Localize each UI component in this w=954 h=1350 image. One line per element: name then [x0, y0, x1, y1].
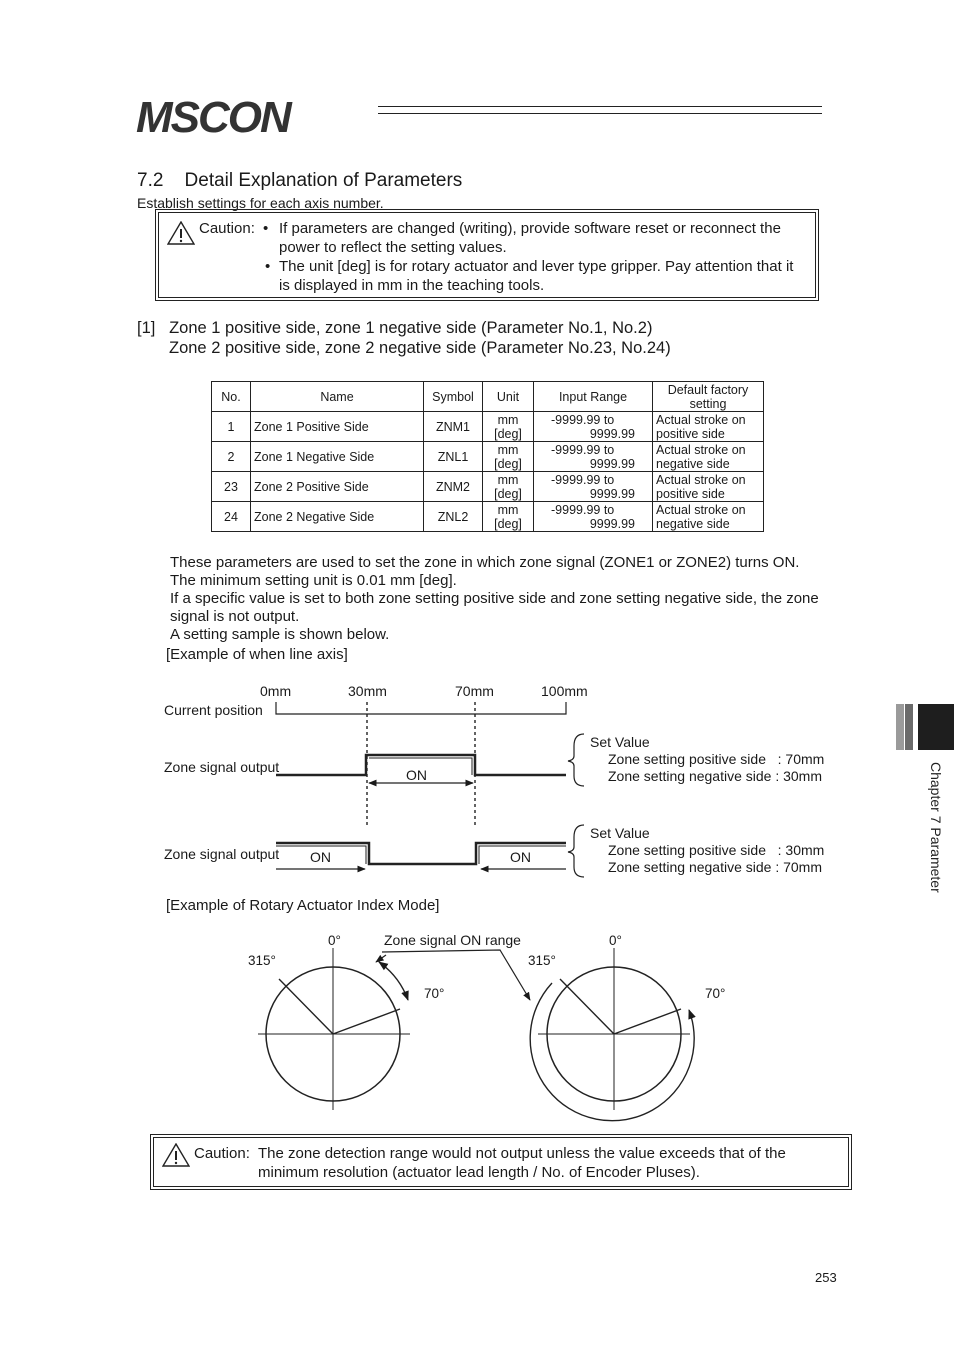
unit-deg: [deg]: [494, 486, 522, 501]
cell-no: 2: [212, 442, 251, 472]
default-line-2: positive side: [656, 486, 725, 501]
case1-positive: Zone setting positive side : 70mm: [608, 751, 825, 767]
body-paragraph: If a specific value is set to both zone setting positive side and zone setting negative side, the zone signal is not output.: [170, 590, 819, 625]
ray-70-1: [333, 1009, 400, 1034]
cell-no: 1: [212, 412, 251, 442]
brace-2: [568, 825, 584, 877]
col-header-no: No.: [212, 382, 251, 412]
col-header-default: Default factory setting: [653, 382, 764, 412]
chapter-side-label: Chapter 7 Parameter: [928, 762, 944, 893]
angle-70-label-2: 70°: [705, 986, 726, 1001]
unit-deg: [deg]: [494, 456, 522, 471]
chapter-tab-stripe-mid: [905, 704, 913, 750]
caution-line-2: minimum resolution (actuator lead length / No. of Encoder Pluses).: [258, 1164, 700, 1181]
body-paragraph: The minimum setting unit is 0.01 mm [deg].: [170, 572, 457, 589]
ray-70-2: [614, 1009, 681, 1034]
range-to: 9999.99: [589, 426, 635, 441]
range-from: -9999.99 to: [551, 502, 615, 517]
bullet-2: •: [265, 258, 271, 275]
ray-315-1: [279, 979, 333, 1034]
caution-label: Caution:: [194, 1145, 250, 1162]
angle-70-label-1: 70°: [424, 986, 445, 1001]
cell-symbol: ZNM1: [424, 412, 483, 442]
cell-symbol: ZNM2: [424, 472, 483, 502]
cell-name: Zone 1 Positive Side: [251, 412, 424, 442]
body-paragraph: A setting sample is shown below.: [170, 626, 390, 643]
cell-no: 23: [212, 472, 251, 502]
item-heading-line-2: Zone 2 positive side, zone 2 negative side (Parameter No.23, No.24): [169, 339, 671, 357]
unit-mm: mm: [497, 502, 519, 517]
item-heading-line-1: [1] Zone 1 positive side, zone 1 negative side (Parameter No.1, No.2): [137, 319, 653, 337]
range-to: 9999.99: [589, 516, 635, 531]
tick-label-0mm: 0mm: [260, 683, 292, 699]
callout-arrow-left: [376, 955, 386, 962]
default-line-2: positive side: [656, 426, 725, 441]
cell-name: Zone 2 Positive Side: [251, 472, 424, 502]
cell-no: 24: [212, 502, 251, 532]
chapter-tab-block: [918, 704, 954, 750]
default-line-1: Actual stroke on: [656, 412, 746, 427]
zone-on-range-label: Zone signal ON range: [384, 932, 521, 948]
tick-label-100mm: 100mm: [541, 683, 588, 699]
angle-0-label-1: 0°: [328, 933, 341, 948]
col-header-unit: Unit: [483, 382, 534, 412]
default-line-1: Actual stroke on: [656, 502, 746, 517]
zone-signal-output-label-2: Zone signal output: [164, 846, 280, 862]
on-range-arc-1: [379, 962, 408, 1000]
section-subtitle: Establish settings for each axis number.: [137, 195, 384, 211]
default-line-1: Actual stroke on: [656, 472, 746, 487]
set-value-label-1: Set Value: [590, 734, 650, 750]
tick-label-70mm: 70mm: [455, 683, 494, 699]
body-paragraph: These parameters are used to set the zone in which zone signal (ZONE1 or ZONE2) turns ON.: [170, 554, 800, 571]
angle-315-label-1: 315°: [248, 953, 276, 968]
default-line-1: Actual stroke on: [656, 442, 746, 457]
caution-line-2: The unit [deg] is for rotary actuator and lever type gripper. Pay attention that it is displayed in mm in the teaching tools.: [279, 258, 794, 294]
range-from: -9999.99 to: [551, 412, 615, 427]
example-linear-title: [Example of when line axis]: [166, 646, 348, 663]
col-header-input-range: Input Range: [534, 382, 653, 412]
case2-negative: Zone setting negative side : 70mm: [608, 859, 823, 875]
chapter-tab-stripe-light: [896, 704, 904, 750]
zone-signal-output-label-1: Zone signal output: [164, 759, 280, 775]
unit-mm: mm: [497, 442, 519, 457]
bullet-1: •: [263, 220, 269, 237]
caution-line-1: The zone detection range would not output unless the value exceeds that of the: [258, 1145, 786, 1162]
unit-deg: [deg]: [494, 426, 522, 441]
position-scale: [276, 702, 566, 714]
on-label-1: ON: [406, 767, 427, 783]
cell-name: Zone 1 Negative Side: [251, 442, 424, 472]
set-value-label-2: Set Value: [590, 825, 650, 841]
default-line-2: negative side: [656, 516, 730, 531]
brace-1: [568, 734, 584, 786]
angle-315-label-2: 315°: [528, 953, 556, 968]
angle-0-label-2: 0°: [609, 933, 622, 948]
warning-icon: [162, 1143, 190, 1167]
ray-315-2: [560, 979, 614, 1034]
unit-mm: mm: [497, 472, 519, 487]
logo-ms: MSCON: [136, 94, 290, 140]
on-label-2a: ON: [310, 849, 331, 865]
range-to: 9999.99: [589, 486, 635, 501]
range-to: 9999.99: [589, 456, 635, 471]
tick-label-30mm: 30mm: [348, 683, 387, 699]
unit-deg: [deg]: [494, 516, 522, 531]
col-header-symbol: Symbol: [424, 382, 483, 412]
unit-mm: mm: [497, 412, 519, 427]
case1-negative: Zone setting negative side : 30mm: [608, 768, 823, 784]
case2-positive: Zone setting positive side : 30mm: [608, 842, 825, 858]
caution-line-1: If parameters are changed (writing), provide software reset or reconnect the power to reflect the setting values.: [279, 220, 781, 256]
cell-name: Zone 2 Negative Side: [251, 502, 424, 532]
caution-box-bottom: [153, 1137, 849, 1187]
cell-symbol: ZNL1: [424, 442, 483, 472]
example-rotary-title: [Example of Rotary Actuator Index Mode]: [166, 897, 440, 914]
caution-label: Caution:: [199, 220, 255, 237]
range-from: -9999.99 to: [551, 472, 615, 487]
cell-symbol: ZNL2: [424, 502, 483, 532]
on-label-2b: ON: [510, 849, 531, 865]
section-title: 7.2 Detail Explanation of Parameters: [137, 170, 463, 191]
default-line-2: negative side: [656, 456, 730, 471]
page-number: 253: [815, 1270, 837, 1285]
col-header-name: Name: [251, 382, 424, 412]
range-from: -9999.99 to: [551, 442, 615, 457]
current-position-label: Current position: [164, 702, 263, 718]
